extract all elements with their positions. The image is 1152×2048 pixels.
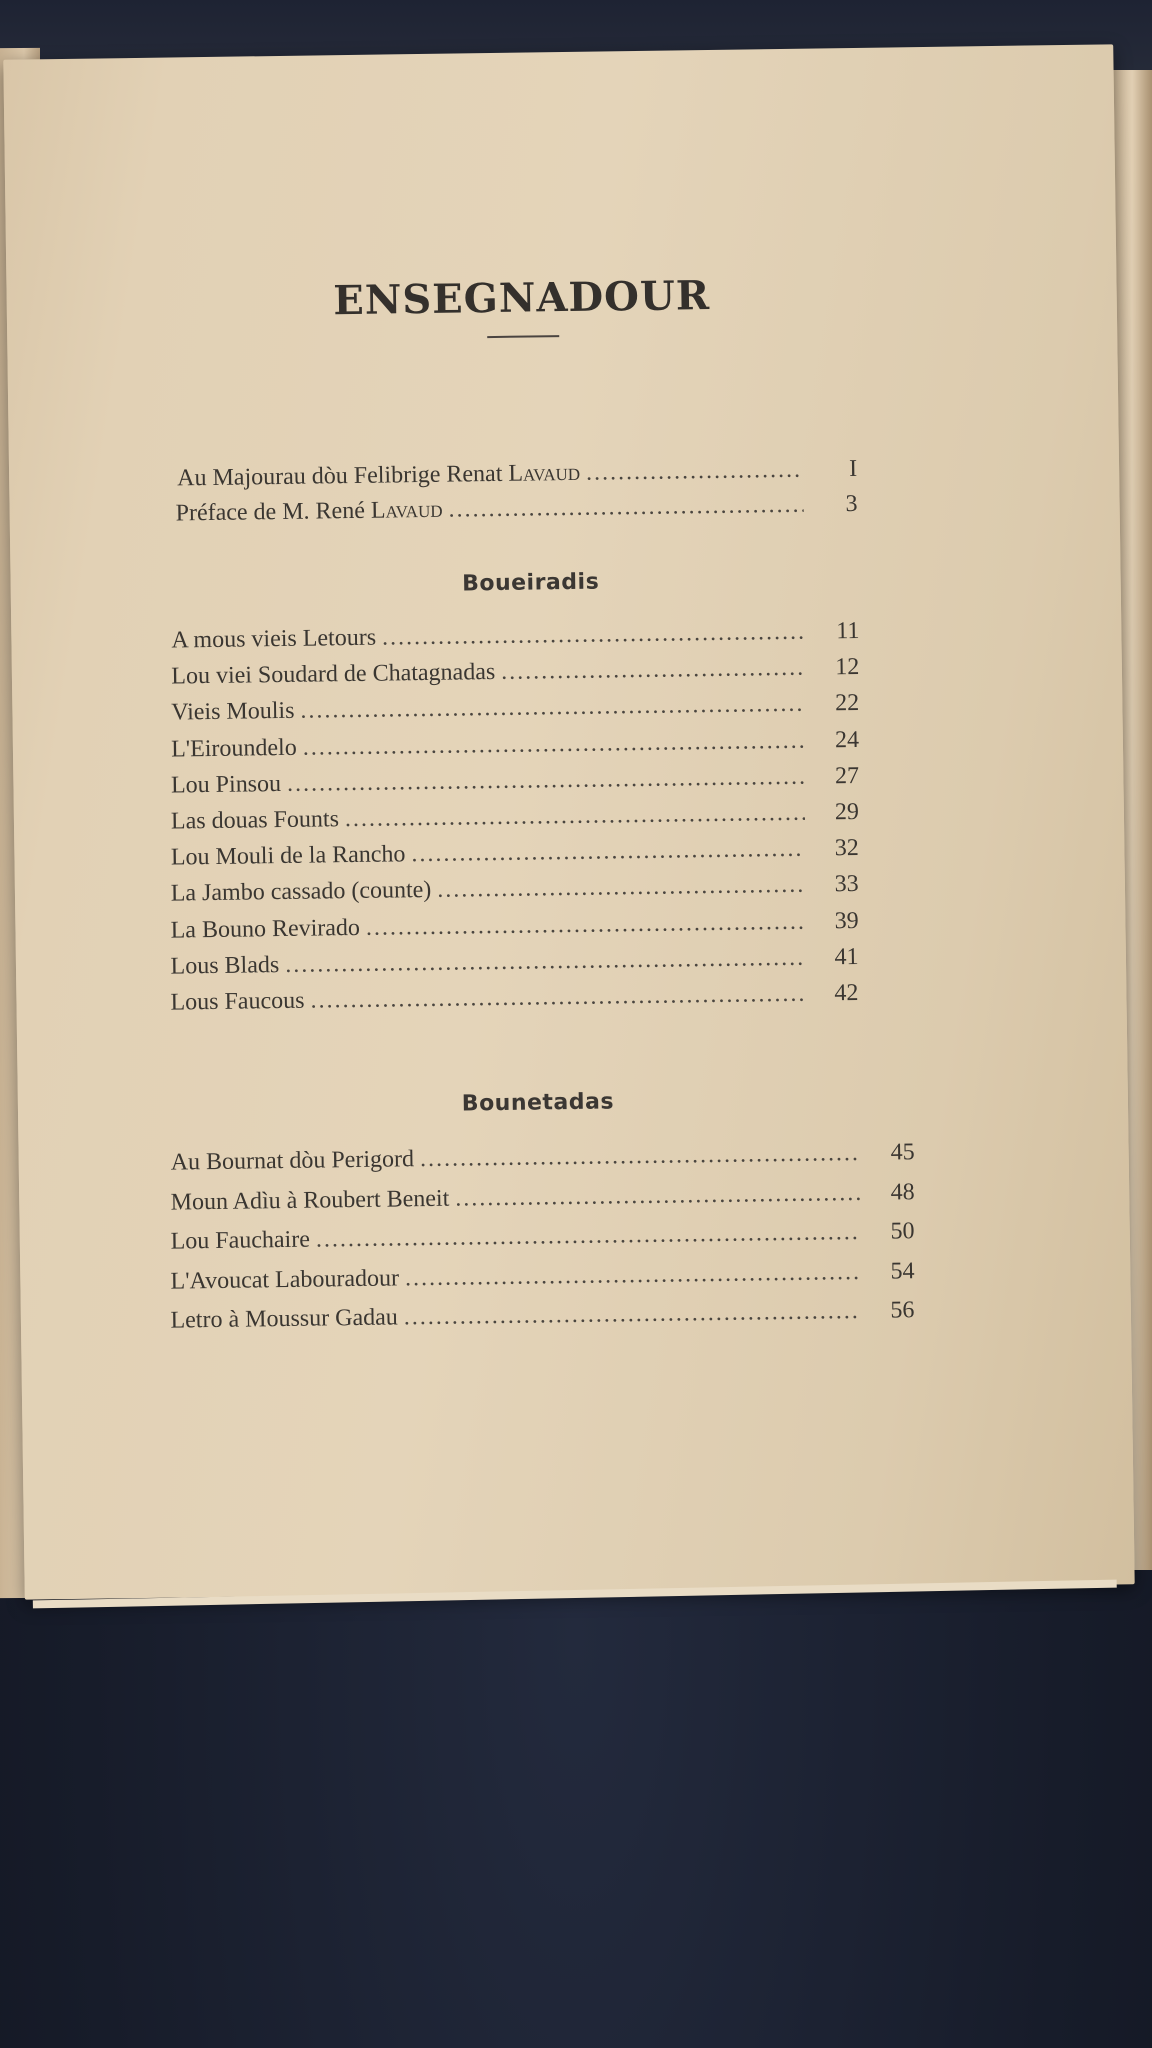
toc-entry bbox=[170, 908, 858, 945]
leader-dots bbox=[501, 655, 805, 686]
entry-page: 33 bbox=[834, 871, 859, 898]
entry-page: 50 bbox=[890, 1218, 915, 1245]
toc-entry bbox=[171, 727, 859, 764]
entry-label: A mous vieis Letours bbox=[171, 624, 377, 654]
entry-page: 45 bbox=[890, 1139, 915, 1166]
leader-dots bbox=[382, 619, 806, 652]
entry-label: Vieis Moulis bbox=[171, 698, 295, 726]
entry-label: Lous Faucous bbox=[170, 987, 305, 1016]
leader-dots bbox=[405, 1258, 861, 1291]
toc-entry bbox=[170, 980, 858, 1017]
entry-label: Lou viei Soudard de Chatagnadas bbox=[171, 659, 496, 690]
leader-dots bbox=[411, 836, 805, 868]
entry-page: 54 bbox=[890, 1257, 915, 1285]
entry-label: Lou Mouli de la Rancho bbox=[170, 841, 406, 871]
leader-dots bbox=[285, 945, 805, 979]
toc-entry bbox=[170, 1297, 914, 1334]
leader-dots bbox=[586, 457, 803, 487]
toc-entry bbox=[177, 456, 857, 492]
entry-page: I bbox=[848, 455, 858, 483]
entry-page: 41 bbox=[834, 943, 859, 971]
entry-page: 48 bbox=[890, 1178, 915, 1206]
entry-page: 24 bbox=[834, 726, 860, 753]
entry-page: 27 bbox=[834, 762, 860, 790]
toc-entry bbox=[171, 799, 859, 836]
leader-dots bbox=[310, 981, 804, 1015]
entry-label: La Jambo cassado (counte) bbox=[170, 877, 432, 907]
entry-label: Letro à Moussur Gadau bbox=[170, 1304, 398, 1334]
entry-page: 29 bbox=[834, 798, 860, 826]
leader-dots bbox=[448, 492, 803, 524]
leader-dots bbox=[287, 763, 805, 797]
toc-entry bbox=[171, 835, 859, 872]
toc-entry bbox=[170, 944, 858, 981]
toc-entry bbox=[171, 871, 859, 908]
page-bottom-edge bbox=[33, 1580, 1117, 1609]
toc-entry bbox=[171, 654, 859, 691]
page-title: ENSEGNADOUR bbox=[332, 271, 711, 325]
toc-entry bbox=[170, 1218, 914, 1255]
leader-dots bbox=[345, 800, 805, 833]
book-page bbox=[3, 44, 1134, 1599]
entry-page: 12 bbox=[835, 654, 860, 681]
entry-label: Au Majourau dòu Felibrige Renat Lavaud bbox=[176, 459, 581, 492]
entry-page: 32 bbox=[834, 835, 859, 862]
leader-dots bbox=[300, 691, 805, 725]
entry-label: L'Eiroundelo bbox=[170, 734, 297, 763]
entry-label: L'Avoucat Labouradour bbox=[170, 1264, 400, 1295]
leader-dots bbox=[404, 1298, 861, 1331]
leader-dots bbox=[455, 1179, 861, 1212]
leader-dots bbox=[420, 1140, 861, 1173]
entry-page: 39 bbox=[834, 907, 859, 934]
entry-page: 3 bbox=[845, 490, 858, 518]
title-rule bbox=[487, 335, 559, 338]
leader-dots bbox=[316, 1219, 861, 1254]
entry-label: Préface de M. René Lavaud bbox=[175, 496, 443, 527]
toc-entry bbox=[171, 690, 859, 727]
entry-label: Lou Fauchaire bbox=[170, 1226, 311, 1255]
entry-page: 11 bbox=[836, 617, 860, 645]
entry-label: La Bouno Revirado bbox=[170, 914, 361, 944]
leader-dots bbox=[366, 908, 805, 941]
toc-entry bbox=[171, 1139, 915, 1176]
toc-entry bbox=[171, 618, 859, 655]
leader-dots bbox=[303, 727, 806, 761]
entry-label: Las douas Founts bbox=[170, 806, 340, 835]
toc-entry bbox=[175, 491, 857, 528]
entry-page: 22 bbox=[834, 690, 860, 717]
toc-entry bbox=[170, 1258, 914, 1295]
leader-dots bbox=[437, 872, 805, 904]
section-heading: Bounetadas bbox=[461, 1089, 615, 1117]
entry-page: 56 bbox=[890, 1297, 915, 1324]
toc-entry bbox=[171, 763, 859, 800]
entry-label: Moun Adìu à Roubert Beneit bbox=[170, 1185, 450, 1216]
entry-label: Au Bournat dòu Perigord bbox=[170, 1146, 415, 1176]
section-heading: Boueiradis bbox=[461, 569, 600, 597]
entry-label: Lou Pinsou bbox=[170, 770, 282, 799]
entry-page: 42 bbox=[834, 979, 859, 1007]
entry-label: Lous Blads bbox=[170, 951, 280, 980]
toc-entry bbox=[170, 1179, 914, 1216]
